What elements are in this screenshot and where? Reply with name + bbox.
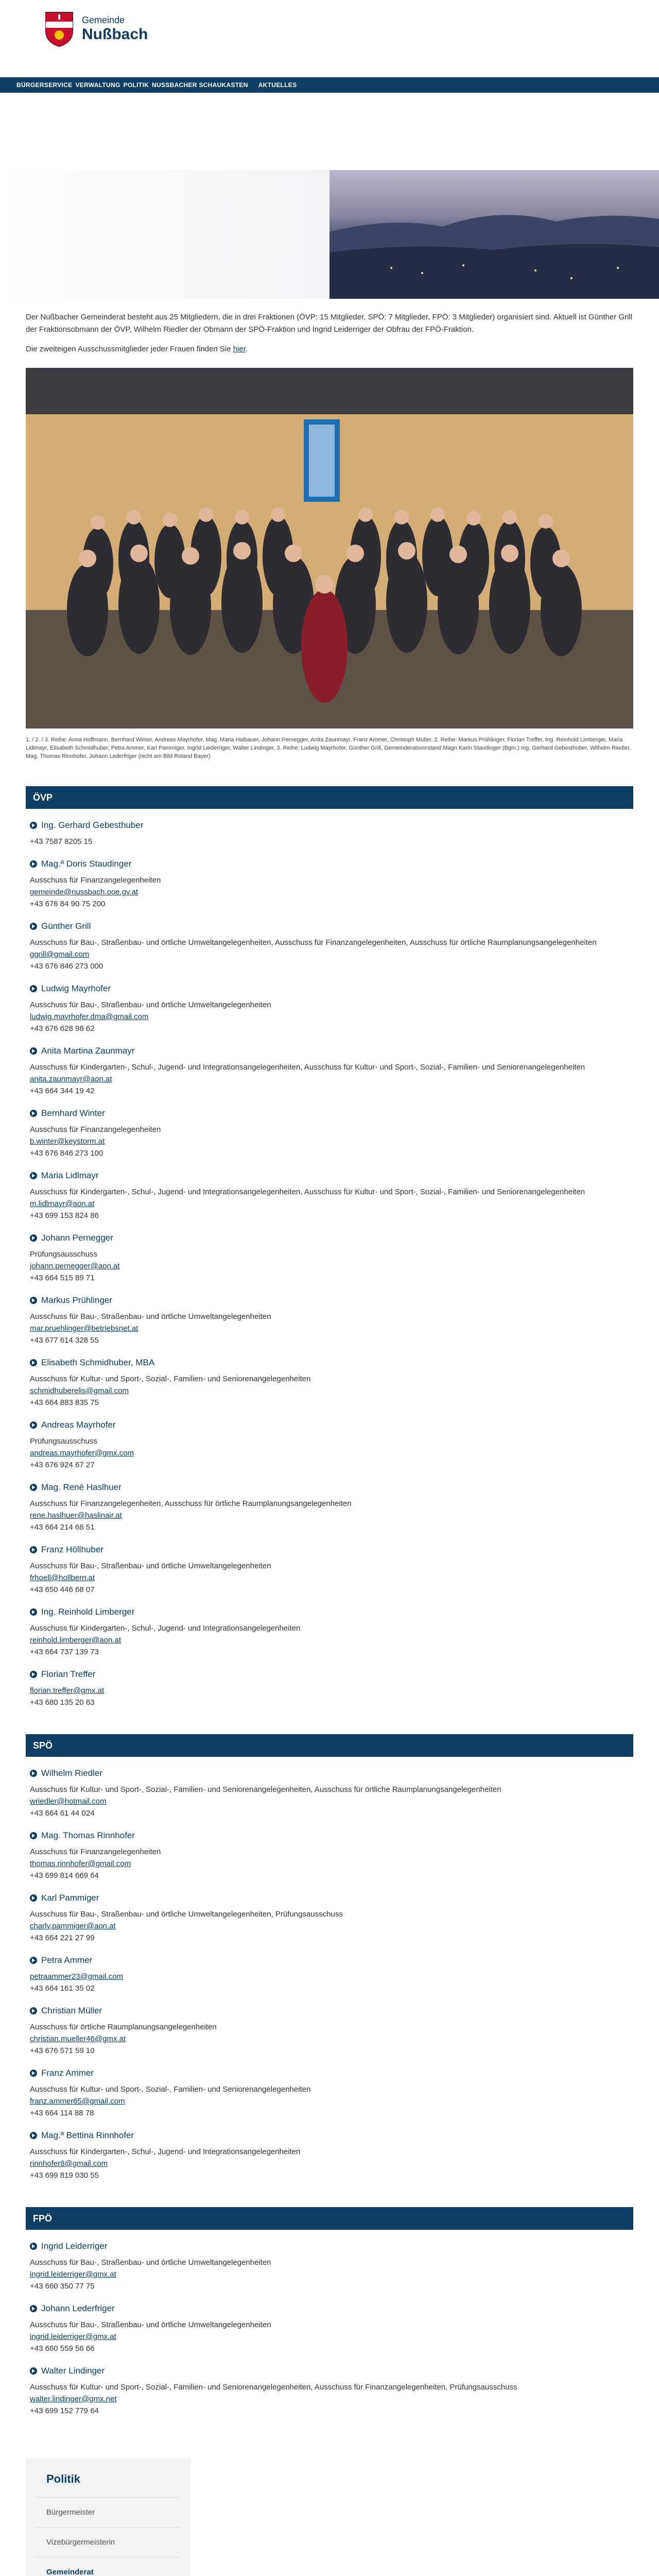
member-committees: Ausschuss für Finanzangelegenheiten [30, 876, 161, 885]
member-card [26, 2057, 633, 2119]
member-committees: Ausschuss für Kindergarten-, Schul-, Jugend- und Integrationsangelegenheiten [30, 1624, 301, 1633]
member-email[interactable]: reinhold.limberger@aon.at [30, 1636, 121, 1645]
member-name[interactable]: Markus Prühlinger [30, 1295, 633, 1306]
arrow-right-icon [30, 1047, 37, 1055]
party-header-fpoe: FPÖ [26, 2207, 633, 2230]
council-group-photo [26, 368, 633, 728]
member-committees: Ausschuss für Kultur- und Sport-, Sozial-, Familien- und Seniorenangelegenheiten [30, 2085, 311, 2094]
arrow-right-icon [30, 1546, 37, 1553]
member-name[interactable]: Anita Martina Zaunmayr [30, 1046, 633, 1056]
member-card [26, 1284, 633, 1346]
arrow-right-icon [30, 860, 37, 868]
sidebar-item-vizebürgermeisterin[interactable]: Vizebürgermeisterin [36, 2527, 180, 2557]
photo-caption: 1. / 2. / 3. Reihe: Anna Hoffmann, Bernhard Winter, Andreas Mayrhofer, Mag. Maria Halbauer, Johann Pernegger, Anita Zaunmayr, Franz Ammer, Christoph Müller, 2. Reihe: Markus Prühlinger, Florian Treffer, Ing. Reinhold Limberger, Maria Lidlmayr, Elisabeth Schmidhuber, Petra Ammer, Karl Pammiger, Ingrid Leiderriger, Walter Lindinger, 3. Reihe: Ludwig Mayrhofer, Günther Grill, Gemeinderatsvorstand Magn Karin Staudinger (Bgm.) Ing. Gerhard Gebesthuber, Wilhelm Riedler, Mag. Thomas Rinnhofer, Johann Lederfriger (nicht am Bild Roland Bayer) [26, 737, 631, 759]
member-phone: +43 664 737 139 73 [30, 1648, 99, 1656]
arrow-right-icon [30, 1297, 37, 1304]
arrow-right-icon [30, 2132, 37, 2139]
member-phone: +43 699 819 030 55 [30, 2171, 99, 2180]
member-email[interactable]: wriedler@hotmail.com [30, 1797, 107, 1806]
member-email[interactable]: walter.lindinger@gmx.net [30, 2395, 117, 2403]
member-phone: +43 676 846 273 000 [30, 962, 103, 971]
member-name[interactable]: Wilhelm Riedler [30, 1768, 633, 1778]
member-email[interactable]: rinnhofer8@gmail.com [30, 2159, 108, 2168]
nav-verwaltung[interactable]: VERWALTUNG [75, 81, 120, 89]
member-card [26, 848, 633, 910]
member-name[interactable]: Mag. René Haslhuer [30, 1482, 633, 1493]
member-card [26, 809, 633, 848]
member-email[interactable]: ludwig.mayrhofer.dma@gmail.com [30, 1012, 149, 1021]
nav-aktuelles[interactable]: AKTUELLES [258, 81, 297, 89]
member-card [26, 1097, 633, 1159]
member-name[interactable]: Johann Lederfriger [30, 2303, 633, 2314]
member-email[interactable]: schmidhuberelis@gmail.com [30, 1386, 129, 1395]
member-name[interactable]: Andreas Mayrhofer [30, 1420, 633, 1430]
member-email[interactable]: ingrid.leiderriger@gmx.at [30, 2332, 116, 2341]
member-phone: +43 664 883 835 75 [30, 1398, 99, 1407]
member-name[interactable]: Karl Pammiger [30, 1893, 633, 1903]
member-committees: Ausschuss für Bau-, Straßenbau- und örtliche Umweltangelegenheiten [30, 1312, 271, 1321]
party-list-fpoe [26, 2230, 633, 2417]
arrow-right-icon [30, 1172, 37, 1179]
arrow-right-icon [30, 2305, 37, 2312]
sidebar-item-gemeinderat[interactable]: Gemeinderat [36, 2557, 180, 2576]
member-email[interactable]: m.lidlmayr@aon.at [30, 1199, 95, 1208]
member-email[interactable]: gemeinde@nussbach.ooe.gv.at [30, 888, 138, 896]
member-name[interactable]: Günther Grill [30, 921, 633, 931]
member-committees: Ausschuss für Finanzangelegenheiten [30, 1848, 161, 1856]
member-phone: +43 680 135 20 63 [30, 1698, 95, 1707]
member-committees: Ausschuss für Bau-, Straßenbau- und örtliche Umweltangelegenheiten [30, 1001, 271, 1009]
member-card [26, 2354, 633, 2417]
member-name[interactable]: Franz Ammer [30, 2068, 633, 2078]
party-header-spoe: SPÖ [26, 1734, 633, 1757]
member-email[interactable]: b.winter@keystorm.at [30, 1137, 105, 1146]
member-committees: Ausschuss für Finanzangelegenheiten, Ausschuss für örtliche Raumplanungsangelegenheiten [30, 1499, 352, 1508]
member-phone: +43 699 153 824 86 [30, 1211, 99, 1220]
member-phone: +43 699 152 779 64 [30, 2406, 99, 2415]
member-committees: Ausschuss für Bau-, Straßenbau- und örtliche Umweltangelegenheiten [30, 2320, 271, 2329]
member-card [26, 1346, 633, 1409]
member-phone: +43 664 515 89 71 [30, 1274, 95, 1282]
site-logo[interactable] [44, 10, 148, 47]
arrow-right-icon [30, 2243, 37, 2250]
member-email[interactable]: rene.haslhuer@haslinair.at [30, 1511, 122, 1520]
member-name[interactable]: Florian Treffer [30, 1669, 633, 1680]
member-name[interactable]: Ing. Gerhard Gebesthuber [30, 820, 633, 831]
intro-paragraph-2: Die zweiteigen Ausschussmitglieder jeder Frauen finden Sie hier. [26, 345, 248, 353]
hero-landscape-image [330, 170, 659, 299]
member-email[interactable]: petraammer23@gmail.com [30, 1972, 124, 1981]
nav-politik[interactable]: POLITIK [123, 81, 149, 89]
arrow-right-icon [30, 1359, 37, 1366]
member-name[interactable]: Bernhard Winter [30, 1108, 633, 1118]
member-phone: +43 676 571 59 10 [30, 2046, 95, 2055]
arrow-right-icon [30, 2367, 37, 2375]
arrow-right-icon [30, 1770, 37, 1777]
member-card [26, 2230, 633, 2292]
member-name[interactable]: Ingrid Leiderriger [30, 2241, 633, 2251]
member-name[interactable]: Mag. Thomas Rinnhofer [30, 1831, 633, 1841]
member-card [26, 1819, 633, 1882]
member-name[interactable]: Ludwig Mayrhofer [30, 984, 633, 994]
header [0, 0, 659, 77]
member-phone: +43 676 84 90 75 200 [30, 900, 106, 908]
member-email[interactable]: mar.pruehlinger@betriebsnet.at [30, 1324, 138, 1333]
member-name[interactable]: Ing. Reinhold Limberger [30, 1607, 633, 1617]
member-committees: Ausschuss für Bau-, Straßenbau- und örtliche Umweltangelegenheiten, Prüfungsausschuss [30, 1910, 343, 1919]
member-committees: Ausschuss für Kultur- und Sport-, Sozial-, Familien- und Seniorenangelegenheiten [30, 1375, 311, 1383]
main-content [26, 258, 633, 2576]
member-card [26, 1757, 633, 1819]
logo-line-1: Gemeinde [82, 14, 125, 25]
member-phone: +43 676 628 98 62 [30, 1024, 95, 1033]
member-phone: +43 664 221 27 99 [30, 1934, 95, 1942]
party-list-spoe [26, 1757, 633, 2181]
member-phone: +43 650 446 68 07 [30, 1585, 95, 1594]
member-email[interactable]: franz.ammer65@gmail.com [30, 2097, 125, 2106]
member-email[interactable]: christian.mueller46@gmx.at [30, 2035, 126, 2043]
member-email[interactable]: frhoell@hollbern.at [30, 1573, 95, 1582]
intro-link-hier[interactable]: hier [233, 345, 246, 353]
sidebar-politik [26, 2458, 190, 2576]
member-phone: +43 7587 8205 15 [30, 837, 93, 846]
member-committees: Ausschuss für Bau-, Straßenbau- und örtliche Umweltangelegenheiten [30, 1562, 271, 1570]
arrow-right-icon [30, 1421, 37, 1429]
member-committees: Prüfungsausschuss [30, 1250, 97, 1259]
member-card [26, 1944, 633, 1994]
member-name[interactable]: Mag.ª Doris Staudinger [30, 859, 633, 869]
arrow-right-icon [30, 2007, 37, 2014]
main-nav [0, 77, 659, 93]
member-card [26, 1658, 633, 1708]
member-committees: Ausschuss für Kindergarten-, Schul-, Jugend- und Integrationsangelegenheiten [30, 2147, 301, 2156]
member-phone: +43 676 924 67 27 [30, 1461, 95, 1469]
arrow-right-icon [30, 985, 37, 992]
arrow-right-icon [30, 1671, 37, 1678]
member-card [26, 1882, 633, 1944]
member-committees: Ausschuss für Bau-, Straßenbau- und örtliche Umweltangelegenheiten, Ausschuss für Finanzangelegenheiten, Ausschuss für örtliche Raumplanungsangelegenheiten [30, 938, 597, 947]
member-committees: Ausschuss für Kindergarten-, Schul-, Jugend- und Integrationsangelegenheiten, Ausschuss für Kultur- und Sport-, Sozial-, Familien- und Seniorenangelegenheiten [30, 1188, 585, 1196]
member-committees: Ausschuss für örtliche Raumplanungsangelegenheiten [30, 2023, 217, 2031]
member-card [26, 972, 633, 1035]
member-email[interactable]: anita.zaunmayr@aon.at [30, 1075, 112, 1083]
member-committees: Ausschuss für Kultur- und Sport-, Sozial-, Familien- und Seniorenangelegenheiten, Ausschuss für Finanzangelegenheiten, Prüfungsausschuss [30, 2383, 517, 2392]
arrow-right-icon [30, 1110, 37, 1117]
member-name[interactable]: Franz Höllhuber [30, 1545, 633, 1555]
member-phone: +43 664 161 35 02 [30, 1984, 95, 1993]
member-committees: Ausschuss für Bau-, Straßenbau- und örtliche Umweltangelegenheiten [30, 2258, 271, 2267]
member-card [26, 1533, 633, 1596]
member-card [26, 1471, 633, 1533]
member-card [26, 1994, 633, 2057]
member-phone: +43 699 814 669 64 [30, 1871, 99, 1880]
member-email[interactable]: ggrill@gmail.com [30, 950, 90, 959]
member-phone: +43 660 350 77 75 [30, 2282, 95, 2291]
member-name[interactable]: Maria Lidlmayr [30, 1171, 633, 1181]
arrow-right-icon [30, 822, 37, 829]
intro [26, 311, 633, 355]
logo-line-2: Nußbach [82, 25, 148, 43]
member-committees: Ausschuss für Finanzangelegenheiten [30, 1125, 161, 1134]
arrow-right-icon [30, 2070, 37, 2077]
hero-banner [0, 93, 659, 258]
member-committees: Prüfungsausschuss [30, 1437, 97, 1446]
arrow-right-icon [30, 1234, 37, 1242]
member-phone: +43 664 61 44 024 [30, 1809, 95, 1818]
member-card [26, 1159, 633, 1222]
arrow-right-icon [30, 923, 37, 930]
member-card [26, 1222, 633, 1284]
member-name[interactable]: Johann Pernegger [30, 1233, 633, 1243]
party-list-oevp [26, 809, 633, 1708]
member-email[interactable]: andreas.mayrhofer@gmx.com [30, 1449, 134, 1458]
member-card [26, 1035, 633, 1097]
member-name[interactable]: Mag.ª Bettina Rinnhofer [30, 2130, 633, 2141]
member-card [26, 2292, 633, 2354]
member-committees: Ausschuss für Kindergarten-, Schul-, Jugend- und Integrationsangelegenheiten, Ausschuss für Kultur- und Sport-, Sozial-, Familien- und Seniorenangelegenheiten [30, 1063, 585, 1072]
member-committees: Ausschuss für Kultur- und Sport-, Sozial-, Familien- und Seniorenangelegenheiten, Ausschuss für örtliche Raumplanungsangelegenheiten [30, 1785, 501, 1794]
arrow-right-icon [30, 1608, 37, 1616]
member-name[interactable]: Walter Lindinger [30, 2366, 633, 2376]
member-email[interactable]: charly.pammiger@aon.at [30, 1922, 116, 1930]
member-card [26, 1596, 633, 1658]
nav-buergerservice[interactable]: BÜRGERSERVICE [16, 81, 73, 89]
member-phone: +43 660 559 56 66 [30, 2344, 95, 2353]
member-name[interactable]: Christian Müller [30, 2006, 633, 2016]
arrow-right-icon [30, 1957, 37, 1964]
member-name[interactable]: Elisabeth Schmidhuber, MBA [30, 1358, 633, 1368]
arrow-right-icon [30, 1832, 37, 1839]
member-email[interactable]: florian.treffer@gmx.at [30, 1686, 105, 1695]
coat-of-arms-icon [44, 10, 75, 47]
member-email[interactable]: johann.pernegger@aon.at [30, 1262, 120, 1270]
member-card [26, 910, 633, 972]
member-phone: +43 664 114 88 78 [30, 2109, 94, 2117]
member-email[interactable]: thomas.rinnhofer@gmail.com [30, 1859, 131, 1868]
sidebar-title: Politik [46, 2472, 81, 2485]
member-phone: +43 676 846 273 100 [30, 1149, 103, 1158]
member-phone: +43 677 614 328 55 [30, 1336, 99, 1345]
member-card [26, 1409, 633, 1471]
arrow-right-icon [30, 1894, 37, 1902]
party-header-oevp: ÖVP [26, 786, 633, 809]
member-email[interactable]: ingrid.leiderriger@gmx.at [30, 2270, 116, 2279]
intro-paragraph-1: Der Nußbacher Gemeinderat besteht aus 25 Mitgliedern, die in drei Fraktionen (ÖVP: 15 Mitglieder, SPÖ: 7 Mitglieder, FPÖ: 3 Mitglieder) organisiert sind. Aktuell ist Günther Grill der Fraktionsobmann der ÖVP, Wilhelm Riedler der Obmann der SPÖ-Fraktion und Ingrid Leiderriger der Obfrau der FPÖ-Fraktion. [26, 313, 633, 334]
nav-schaukasten[interactable]: NUSSBACHER SCHAUKASTEN [152, 81, 248, 89]
member-card [26, 2119, 633, 2181]
member-name[interactable]: Petra Ammer [30, 1955, 633, 1965]
member-phone: +43 664 214 68 51 [30, 1523, 95, 1532]
sidebar-item-bürgermeister[interactable]: Bürgermeister [36, 2497, 180, 2527]
member-phone: +43 664 344 19 42 [30, 1087, 95, 1095]
arrow-right-icon [30, 1484, 37, 1491]
